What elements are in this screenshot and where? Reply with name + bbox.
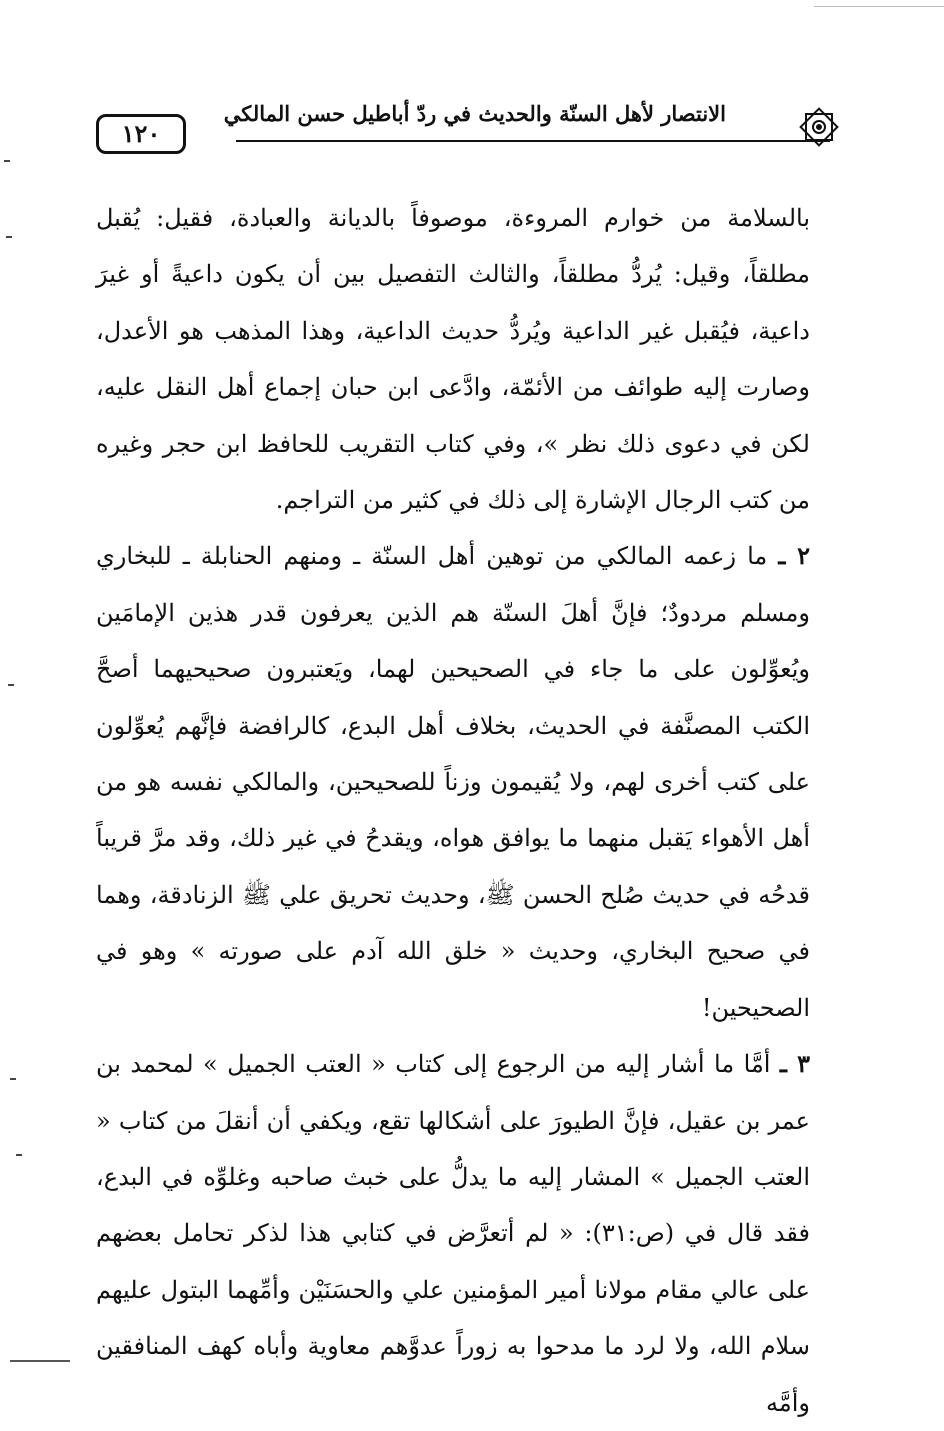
top-edge-line [814,6,944,7]
paragraph-1-text: بالسلامة من خوارم المروءة، موصوفاً بالديانة والعبادة، فقيل: يُقبل مطلقاً، وقيل: يُردُّ مطلقاً، والثالث التفصيل بين أن يكون داعيةً أو غيرَ داعية، فيُقبل غير الداعية ويُردُّ حديث الداعية، وهذا المذهب هو الأعدل، وصارت إليه طوائف من الأئمّة، وادَّعى ابن حبان إجماع أهل النقل عليه، لكن في دعوى ذلك نظر »، وفي كتاب التقريب للحافظ ابن حجر وغيره من كتب الرجال الإشارة إلى ذلك في كثير من التراجم. [96,204,810,515]
paragraph-1 [96,190,810,528]
running-title: الانتصار لأهل السنّة والحديث في ردّ أباطيل حسن المالكي [223,101,726,126]
page-number: ١٢٠ [96,114,186,154]
bottom-edge-line [10,1360,70,1362]
running-header [96,96,838,160]
paragraph-2-text: ما زعمه المالكي من توهين أهل السنّة ـ ومنهم الحنابلة ـ للبخاري ومسلم مردودٌ؛ فإنَّ أهلَ السنّة هم الذين يعرفون قدر هذين الإمامَين ويُعوِّلون على ما جاء في الصحيحين لهما، ويَعتبرون صحيحيهما أصحَّ الكتب المصنَّفة في الحديث، بخلاف أهل البدع، كالرافضة فإنَّهم يُعوِّلون على كتب أخرى لهم، ولا يُقيمون وزناً للصحيحين، والمالكي نفسه هو من أهل الأهواء يَقبل منهما ما يوافق هواه، ويقدحُ في غير ذلك، وقد مرَّ قريباً قدحُه في حديث صُلح الحسن ﷺ، وحديث تحريق علي ﷺ الزنادقة، وهما في صحيح البخاري، وحديث « خلق الله آدم على صورته » وهو في الصحيحين! [96,542,810,1022]
page-body [96,190,810,1431]
margin-mark [4,160,10,162]
margin-mark [16,1154,22,1156]
paragraph-3-text: أمَّا ما أشار إليه من الرجوع إلى كتاب « العتب الجميل » لمحمد بن عمر بن عقيل، فإنَّ الطيورَ على أشكالها تقع، ويكفي أن أنقلَ من كتاب « العتب الجميل » المشار إليه ما يدلُّ على خبث صاحبه وغلوِّه في البدع، فقد قال في (ص:٣١): « لم أتعرَّض في كتابي هذا لذكر تحامل بعضهم على عالي مقام مولانا أمير المؤمنين علي والحسَنَيْن وأمِّهما البتول عليهم سلام الله، ولا لرد ما مدحوا به زوراً عدوَّهم معاوية وأباه كهف المنافقين وأمَّه [96,1050,810,1417]
star-ornament-icon [794,102,844,152]
header-rule [236,140,830,142]
margin-mark [6,236,12,238]
paragraph-2 [96,528,810,1036]
paragraph-3-number: ٣ ـ [779,1049,810,1079]
paragraph-2-number: ٢ ـ [778,541,810,571]
margin-mark [10,1078,16,1080]
margin-mark [8,684,14,686]
paragraph-3 [96,1036,810,1431]
